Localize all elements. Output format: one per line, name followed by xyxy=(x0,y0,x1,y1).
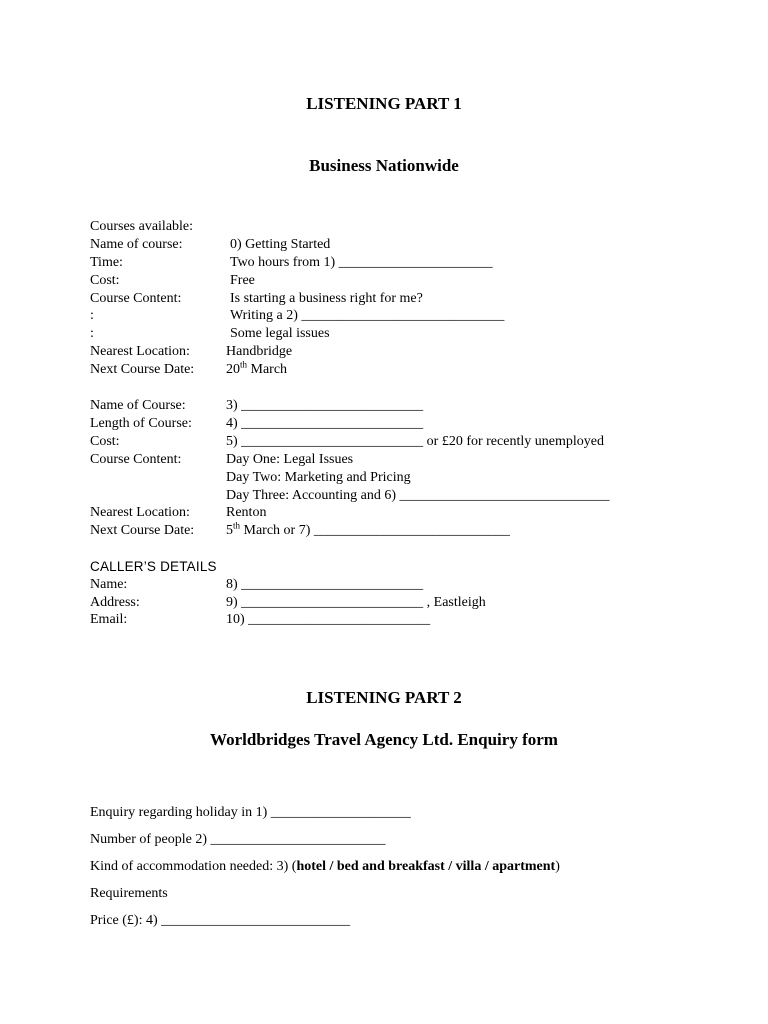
enquiry-holiday: Enquiry regarding holiday in 1) ____________________ xyxy=(90,805,411,820)
course2-day2: Day Two: Marketing and Pricing xyxy=(226,470,411,485)
course1-time-value: Two hours from 1) ______________________ xyxy=(230,255,493,270)
course2-day1: Day One: Legal Issues xyxy=(226,452,354,467)
course1-colon-2: : xyxy=(90,326,94,341)
course1-name-value: 0) Getting Started xyxy=(230,237,331,252)
requirements-label: Requirements xyxy=(90,886,168,901)
course1-cost-label: Cost: xyxy=(90,273,120,288)
caller-email-value: 10) __________________________ xyxy=(226,612,431,627)
course2-length-label: Length of Course: xyxy=(90,416,192,431)
course1-content-3: Some legal issues xyxy=(230,326,330,341)
course1-colon-1: : xyxy=(90,308,94,323)
course2-day3: Day Three: Accounting and 6) ______________________________ xyxy=(226,488,610,503)
part2-subtitle: Worldbridges Travel Agency Ltd. Enquiry form xyxy=(210,730,558,749)
course1-cost-value: Free xyxy=(230,273,255,288)
course1-location-value: Handbridge xyxy=(226,344,293,359)
course1-time-label: Time: xyxy=(90,255,123,270)
course1-content-2: Writing a 2) _____________________________ xyxy=(230,308,505,323)
price-field: Price (£): 4) ___________________________ xyxy=(90,913,351,928)
caller-name-label: Name: xyxy=(90,577,128,592)
course1-name-label: Name of course: xyxy=(90,237,183,252)
part1-title: LISTENING PART 1 xyxy=(306,94,462,113)
part1-subtitle: Business Nationwide xyxy=(309,156,459,175)
accommodation-needed: Kind of accommodation needed: 3) (hotel / bed and breakfast / villa / apartment) xyxy=(90,859,560,874)
callers-details-heading: CALLER’S DETAILS xyxy=(90,559,217,574)
course2-name-value: 3) __________________________ xyxy=(226,398,424,413)
course2-name-label: Name of Course: xyxy=(90,398,186,413)
course2-content-label: Course Content: xyxy=(90,452,182,467)
course2-length-value: 4) __________________________ xyxy=(226,416,424,431)
course1-date-label: Next Course Date: xyxy=(90,362,195,377)
course2-date-label: Next Course Date: xyxy=(90,523,195,538)
course2-cost-label: Cost: xyxy=(90,434,120,449)
courses-available-label: Courses available: xyxy=(90,219,194,234)
number-of-people: Number of people 2) _________________________ xyxy=(90,832,386,847)
caller-address-value: 9) __________________________ , Eastleigh xyxy=(226,595,486,610)
caller-address-label: Address: xyxy=(90,595,140,610)
course2-cost-value: 5) __________________________ or £20 for recently unemployed xyxy=(226,434,604,449)
course1-content-label: Course Content: xyxy=(90,291,182,306)
course1-content-1: Is starting a business right for me? xyxy=(230,291,423,306)
part2-title: LISTENING PART 2 xyxy=(306,688,462,707)
course2-location-value: Renton xyxy=(226,505,267,520)
course2-date-value: 5th March or 7) ____________________________ xyxy=(226,520,510,538)
course2-location-label: Nearest Location: xyxy=(90,505,190,520)
course1-location-label: Nearest Location: xyxy=(90,344,190,359)
caller-email-label: Email: xyxy=(90,612,128,627)
accommodation-options: hotel / bed and breakfast / villa / apartment xyxy=(296,859,556,874)
caller-name-value: 8) __________________________ xyxy=(226,577,424,592)
course1-date-value: 20th March xyxy=(226,359,288,377)
